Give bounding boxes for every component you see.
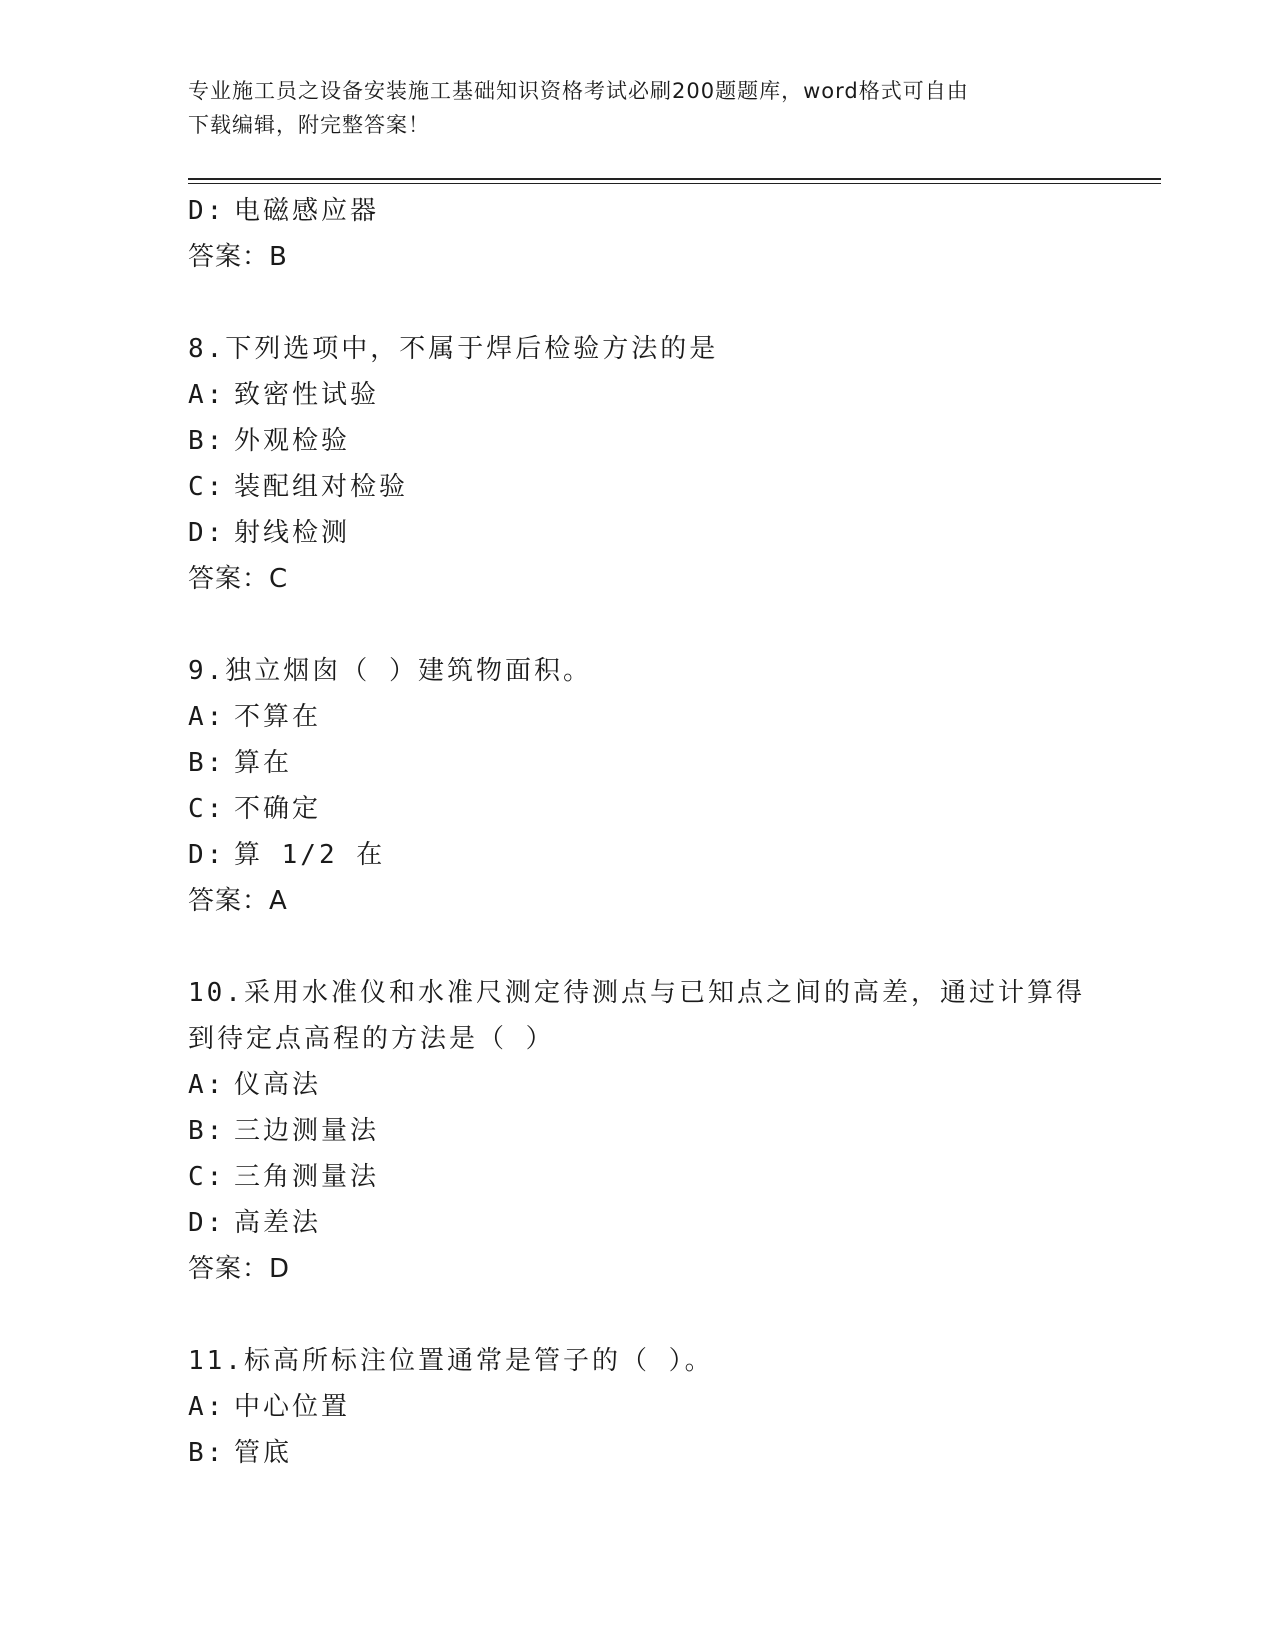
question-10-option-a xyxy=(188,1062,1088,1108)
option-text: 射线检测 xyxy=(234,518,351,548)
header-rule-thick xyxy=(188,178,1161,180)
option-text: 外观检验 xyxy=(234,426,351,456)
option-text: 管底 xyxy=(234,1438,293,1468)
option-label: B: xyxy=(188,748,226,778)
question-11-option-a xyxy=(188,1384,1088,1430)
option-label: C: xyxy=(188,794,226,824)
question-9-answer: 答案：A xyxy=(188,886,288,916)
prev-option-d xyxy=(188,188,1088,234)
option-text: 三角测量法 xyxy=(234,1162,380,1192)
option-text: 仪高法 xyxy=(234,1070,322,1100)
spacer xyxy=(188,924,1088,970)
question-10-answer: 答案：D xyxy=(188,1254,291,1284)
question-9-option-c xyxy=(188,786,1088,832)
spacer xyxy=(188,1292,1088,1338)
option-label: D: xyxy=(188,196,226,226)
question-11-stem: 11.标高所标注位置通常是管子的（ ）。 xyxy=(188,1346,714,1376)
option-text: 中心位置 xyxy=(234,1392,351,1422)
option-label: B: xyxy=(188,1116,226,1146)
option-label: D: xyxy=(188,1208,226,1238)
document-header xyxy=(188,74,1088,142)
option-text: 不确定 xyxy=(234,794,322,824)
option-text: 致密性试验 xyxy=(234,380,380,410)
option-text: 高差法 xyxy=(234,1208,322,1238)
option-text: 装配组对检验 xyxy=(234,472,409,502)
question-8-option-c xyxy=(188,464,1088,510)
option-text: 算在 xyxy=(234,748,293,778)
option-label: C: xyxy=(188,1162,226,1192)
question-9-stem: 9.独立烟囱（ ）建筑物面积。 xyxy=(188,656,592,686)
question-10-option-d xyxy=(188,1200,1088,1246)
header-rule-thin xyxy=(188,183,1161,184)
option-text: 不算在 xyxy=(234,702,322,732)
option-label: D: xyxy=(188,840,226,870)
header-line-2: 下载编辑，附完整答案！ xyxy=(188,113,430,137)
question-9-option-b xyxy=(188,740,1088,786)
option-text: 电磁感应器 xyxy=(234,196,380,226)
prev-answer: 答案：B xyxy=(188,242,288,272)
option-label: C: xyxy=(188,472,226,502)
question-8-option-a xyxy=(188,372,1088,418)
option-label: A: xyxy=(188,380,226,410)
option-label: A: xyxy=(188,1392,226,1422)
spacer xyxy=(188,602,1088,648)
question-8-answer: 答案：C xyxy=(188,564,289,594)
option-text: 三边测量法 xyxy=(234,1116,380,1146)
spacer xyxy=(188,280,1088,326)
question-10-stem-line-2: 到待定点高程的方法是（ ） xyxy=(188,1024,555,1054)
question-8-option-b xyxy=(188,418,1088,464)
option-label: A: xyxy=(188,1070,226,1100)
option-label: A: xyxy=(188,702,226,732)
question-9-option-d xyxy=(188,832,1088,878)
option-label: B: xyxy=(188,1438,226,1468)
option-text: 算 1/2 在 xyxy=(234,840,386,870)
question-9-option-a xyxy=(188,694,1088,740)
question-8-stem: 8.下列选项中，不属于焊后检验方法的是 xyxy=(188,334,719,364)
option-label: B: xyxy=(188,426,226,456)
question-10-option-b xyxy=(188,1108,1088,1154)
question-list xyxy=(188,188,1088,1476)
question-10-stem-line-1: 10.采用水准仪和水准尺测定待测点与已知点之间的高差，通过计算得 xyxy=(188,978,1085,1008)
option-label: D: xyxy=(188,518,226,548)
header-line-1: 专业施工员之设备安装施工基础知识资格考试必刷200题题库，word格式可自由 xyxy=(188,79,969,103)
question-8-option-d xyxy=(188,510,1088,556)
question-11-option-b xyxy=(188,1430,1088,1476)
question-10-option-c xyxy=(188,1154,1088,1200)
